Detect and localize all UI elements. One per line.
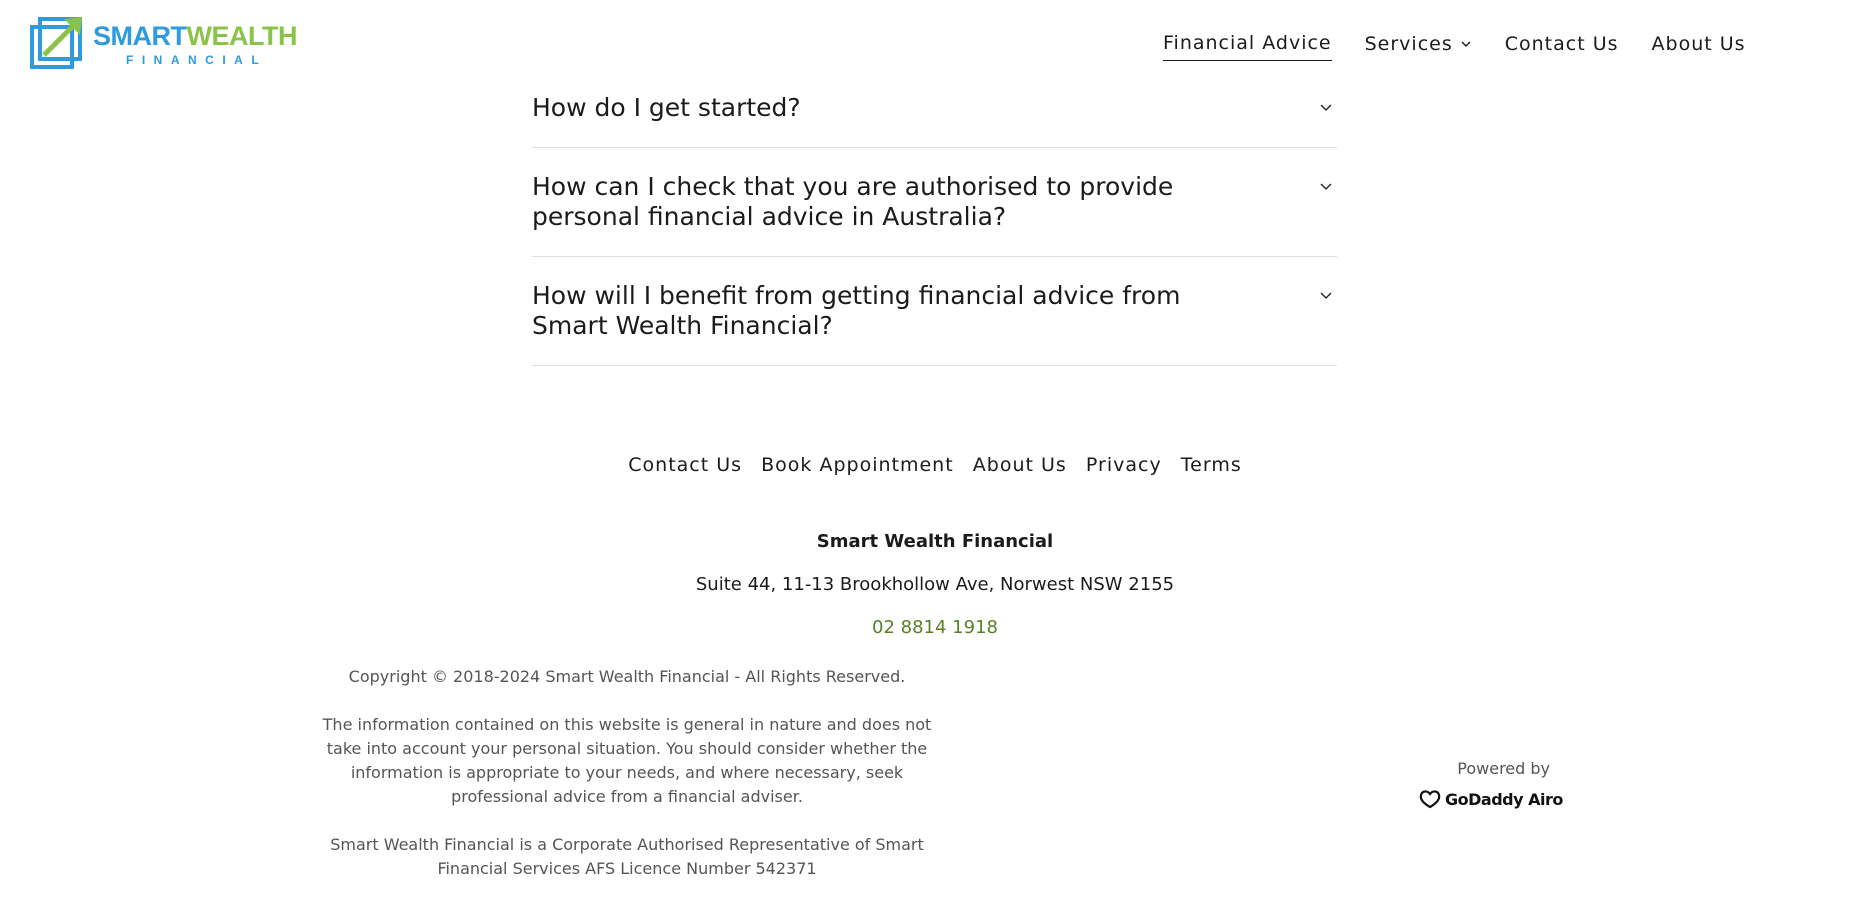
- footer-representative-notice: Smart Wealth Financial is a Corporate Authorised Representative of Smart Financial Services AFS Licence Number 542371: [330, 835, 924, 878]
- chevron-down-icon[interactable]: [1319, 182, 1333, 192]
- footer-phone-link[interactable]: 02 8814 1918: [872, 617, 998, 638]
- faq-item[interactable]: [532, 90, 1337, 148]
- logo-word-smart: SMART: [93, 21, 187, 51]
- footer-link-privacy[interactable]: Privacy: [1085, 454, 1162, 476]
- footer-copyright: Copyright © 2018-2024 Smart Wealth Financial - All Rights Reserved.: [348, 667, 906, 686]
- chevron-down-icon: [1460, 38, 1472, 50]
- nav-services-label: Services: [1364, 32, 1453, 55]
- nav-financial-advice[interactable]: [1163, 32, 1332, 61]
- faq-question: How will I benefit from getting financial advice from Smart Wealth Financial?: [532, 281, 1181, 340]
- faq-question: How do I get started?: [532, 93, 801, 122]
- nav-about-us-label: About Us: [1651, 32, 1746, 55]
- logo-wordmark: [93, 21, 297, 52]
- footer-link-about-us[interactable]: About Us: [972, 454, 1067, 476]
- logo-word-wealth: WEALTH: [186, 21, 297, 51]
- logo-tagline: FINANCIAL: [126, 53, 268, 67]
- faq-item[interactable]: [532, 148, 1337, 257]
- faq-item[interactable]: [532, 257, 1337, 366]
- nav-services[interactable]: [1365, 32, 1472, 61]
- main-nav: [1163, 32, 1779, 61]
- footer-link-book-appointment[interactable]: Book Appointment: [761, 454, 954, 476]
- godaddy-airo-wordmark: GoDaddy Airo: [1445, 789, 1563, 809]
- footer-link-terms[interactable]: Terms: [1180, 454, 1242, 476]
- nav-about-us[interactable]: [1652, 32, 1746, 61]
- nav-financial-advice-label: Financial Advice: [1163, 32, 1332, 54]
- logo-mark-icon: [30, 15, 86, 71]
- site-logo[interactable]: [30, 15, 297, 73]
- footer-disclaimer: The information contained on this website is general in nature and does not take into account your personal situation. You should consider whether the information is appropriate to your needs, and where necessary, seek professional advice from a financial adviser.: [322, 715, 932, 806]
- footer-nav: [0, 454, 1870, 476]
- faq-list: [532, 90, 1337, 366]
- nav-contact-us-label: Contact Us: [1504, 32, 1619, 55]
- godaddy-logo-icon: [1419, 789, 1441, 809]
- site-header: [0, 0, 1746, 88]
- footer-company-name: Smart Wealth Financial: [816, 531, 1054, 552]
- footer-address: Suite 44, 11-13 Brookhollow Ave, Norwest NSW 2155: [695, 574, 1175, 595]
- chevron-down-icon[interactable]: [1319, 103, 1333, 113]
- powered-by-label: Powered by: [1457, 759, 1550, 778]
- chevron-down-icon[interactable]: [1319, 291, 1333, 301]
- faq-question: How can I check that you are authorised to provide personal financial advice in Australia?: [532, 172, 1174, 231]
- nav-contact-us[interactable]: [1505, 32, 1619, 61]
- footer-link-contact-us[interactable]: Contact Us: [628, 454, 743, 476]
- godaddy-badge[interactable]: [1419, 789, 1563, 809]
